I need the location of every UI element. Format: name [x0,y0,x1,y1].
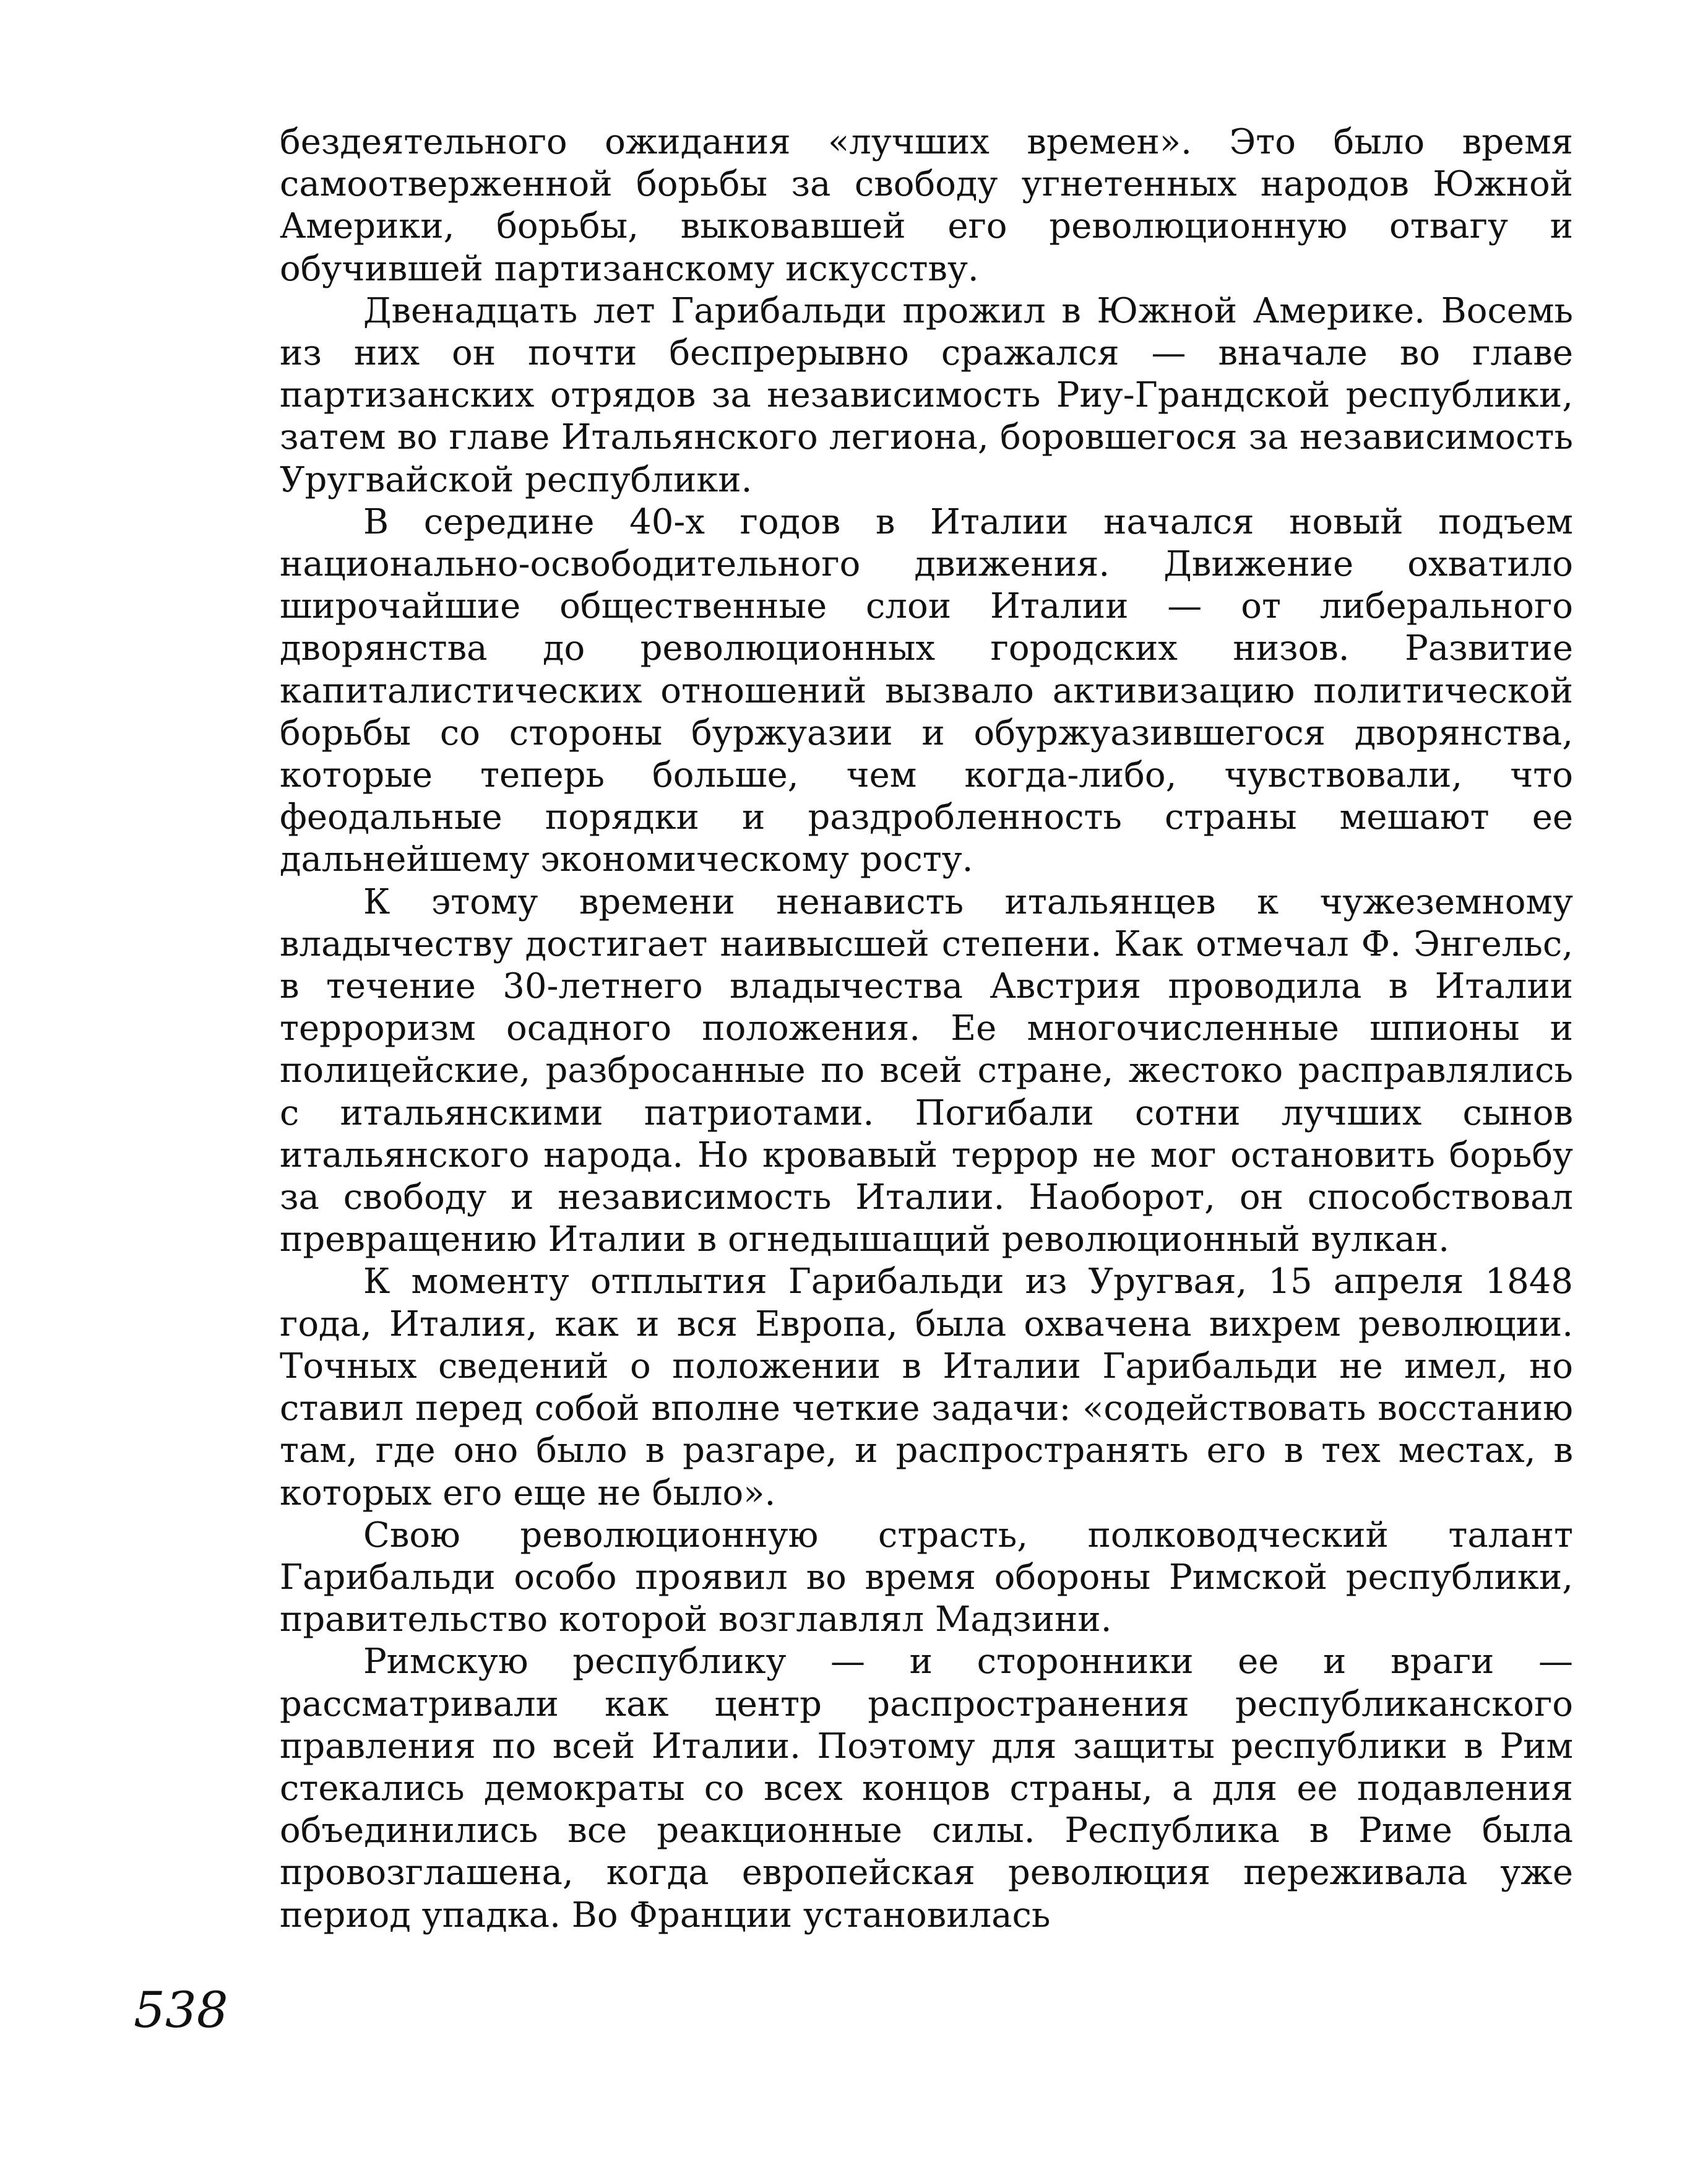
paragraph-2: Двенадцать лет Гарибальди прожил в Южной Америке. Восемь из них он почти беспрерывно сражался — вначале во главе партизанских отрядов за независимость Риу-Грандской республики, затем во главе Итальянского легиона, боровшегося за независимость Уругвайской республики. [280,290,1573,500]
body-text [280,121,1573,1937]
paragraph-6: Свою революционную страсть, полководческий талант Гарибальди особо проявил во время обороны Римской республики, правительство которой возглавлял Мадзини. [280,1515,1573,1640]
paragraph-5: К моменту отплытия Гарибальди из Уругвая, 15 апреля 1848 года, Италия, как и вся Европа, была охвачена вихрем революции. Точных сведений о положении в Италии Гарибальди не имел, но ставил перед собой вполне четкие задачи: «содействовать восстанию там, где оно было в разгаре, и распространять его в тех местах, в которых его еще не было». [280,1261,1573,1513]
page-number: 538 [134,1981,228,2039]
paragraph-3: В середине 40-х годов в Италии начался новый подъем национально-освободительного движения. Движение охватило широчайшие общественные слои Италии — от либерального дворянства до революционных городских низов. Развитие капиталистических отношений вызвало активизацию политической борьбы со стороны буржуазии и обуржуазившегося дворянства, которые теперь больше, чем когда-либо, чувствовали, что феодальные порядки и раздробленность страны мешают ее дальнейшему экономическому росту. [280,501,1573,880]
paragraph-4: К этому времени ненависть итальянцев к чужеземному владычеству достигает наивысшей степени. Как отмечал Ф. Энгельс, в течение 30-летнего владычества Австрия проводила в Италии терроризм осадного положения. Ее многочисленные шпионы и полицейские, разбросанные по всей стране, жестоко расправлялись с итальянскими патриотами. Погибали сотни лучших сынов итальянского народа. Но кровавый террор не мог остановить борьбу за свободу и независимость Италии. Наоборот, он способствовал превращению Италии в огнедышащий революционный вулкан. [280,881,1573,1260]
paragraph-1: бездеятельного ожидания «лучших времен». Это было время самоотверженной борьбы за свободу угнетенных народов Южной Америки, борьбы, выковавшей его революционную отвагу и обучившей партизанскому искусству. [280,122,1573,289]
paragraph-7: Римскую республику — и сторонники ее и враги — рассматривали как центр распространения республиканского правления по всей Италии. Поэтому для защиты республики в Рим стекались демократы со всех концов страны, а для ее подавления объединились все реакционные силы. Республика в Риме была провозглашена, когда европейская революция переживала уже период упадка. Во Франции установилась [280,1641,1573,1935]
